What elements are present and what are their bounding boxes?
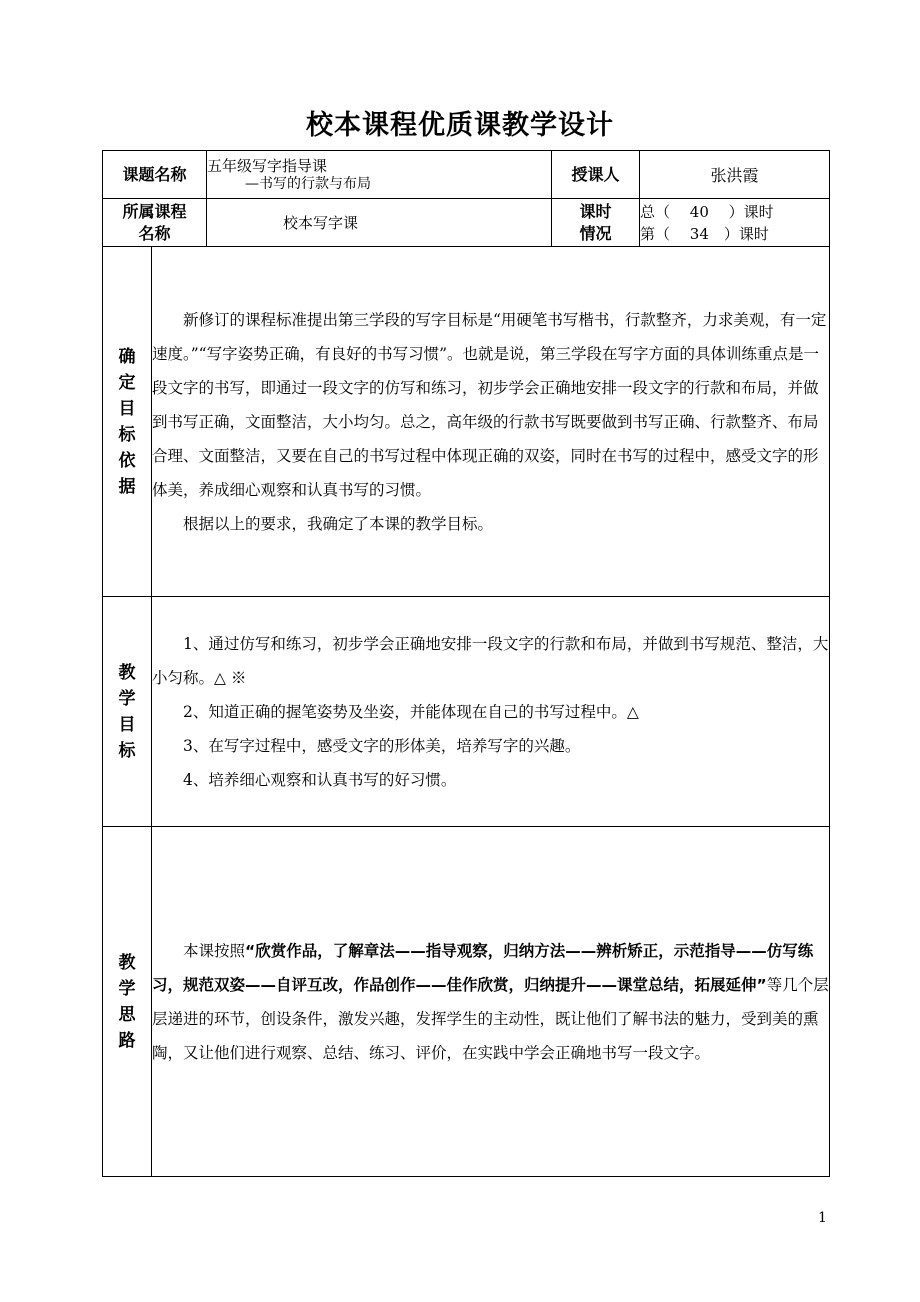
basis-label-char: 依	[118, 450, 136, 471]
goals-label-char: 教	[118, 662, 136, 683]
hours-total: 总（ 40 ）课时	[640, 202, 774, 221]
basis-label-char: 定	[118, 372, 136, 393]
document-title: 校本课程优质课教学设计	[306, 110, 614, 141]
goal-item-2: 2、知道正确的握笔姿势及坐姿，并能体现在自己的书写过程中。△	[183, 702, 639, 721]
goal-item-1: 1、通过仿写和练习，初步学会正确地安排一段文字的行款和布局，并做到书写规范、整洁，大小匀称。△ ※	[152, 634, 829, 687]
approach-paragraph	[152, 934, 829, 1070]
approach-label-char: 路	[118, 1030, 136, 1051]
hours-label-line2: 情况	[579, 223, 612, 243]
approach-row	[103, 827, 830, 1177]
course-name: 校本写字课	[207, 199, 552, 247]
basis-paragraph-2: 根据以上的要求，我确定了本课的教学目标。	[183, 514, 494, 533]
basis-label	[103, 247, 152, 597]
hours-value	[640, 199, 830, 247]
goals-label-char: 标	[118, 740, 136, 761]
basis-paragraph-1: 新修订的课程标准提出第三学段的写字目标是“用硬笔书写楷书，行款整齐，力求美观，有一定速度。”“写字姿势正确，有良好的书写习惯”。也就是说，第三学段在写字方面的具体训练重点是一段文字的书写，即通过一段文字的仿写和练习，初步学会正确地安排一段文字的行款和布局，并做到书写正确，文面整洁，大小均匀。总之，高年级的行款书写既要做到书写正确、行款整齐、布局合理、文面整洁，又要在自己的书写过程中体现正确的双姿，同时在书写的过程中，感受文字的形体美，养成细心观察和认真书写的习惯。	[152, 310, 827, 499]
approach-label	[103, 827, 152, 1177]
course-label-line2: 名称	[138, 223, 171, 243]
hours-label-line1: 课时	[579, 201, 612, 221]
topic-line1: 五年级写字指导课	[207, 156, 328, 175]
approach-label-char: 思	[118, 1004, 136, 1025]
topic-label: 课题名称	[103, 151, 207, 199]
course-label-line1: 所属课程	[122, 201, 187, 221]
topic-row	[103, 151, 830, 199]
approach-suffix: 等几个层层递进的环节，创设条件，激发兴趣，发挥学生的主动性，既让他们了解书法的魅力，受到美的熏陶，又让他们进行观察、总结、练习、评价，在实践中学会正确地书写一段文字。	[152, 975, 829, 1062]
topic-value	[207, 151, 552, 199]
goals-content	[152, 597, 830, 827]
course-row	[103, 199, 830, 247]
teacher-label: 授课人	[552, 151, 640, 199]
goals-label-char: 目	[118, 714, 136, 735]
basis-label-char: 据	[118, 476, 136, 497]
page-number: 1	[818, 1210, 827, 1226]
basis-label-char: 标	[118, 424, 136, 445]
hours-current: 第（ 34 ）课时	[640, 224, 769, 243]
teacher-name: 张洪霞	[640, 151, 830, 199]
goal-item-4: 4、培养细心观察和认真书写的好习惯。	[183, 770, 457, 789]
basis-label-char: 目	[118, 398, 136, 419]
goals-label-char: 学	[118, 688, 136, 709]
basis-label-char: 确	[118, 346, 136, 367]
basis-row	[103, 247, 830, 597]
course-label	[103, 199, 207, 247]
goals-label	[103, 597, 152, 827]
approach-label-char: 教	[118, 952, 136, 973]
hours-label	[552, 199, 640, 247]
lesson-design-table	[102, 150, 830, 1177]
topic-line2: —书写的行款与布局	[245, 175, 372, 192]
goals-row	[103, 597, 830, 827]
basis-content	[152, 247, 830, 597]
approach-content	[152, 827, 830, 1177]
goal-item-3: 3、在写字过程中，感受文字的形体美，培养写字的兴趣。	[183, 736, 581, 755]
approach-label-char: 学	[118, 978, 136, 999]
approach-steps: “欣赏作品，了解章法——指导观察，归纳方法——辨析矫正，示范指导——仿写练习，规范双姿——自评互改，作品创作——佳作欣赏，归纳提升——课堂总结，拓展延伸”	[152, 941, 814, 994]
approach-prefix: 本课按照	[183, 941, 246, 960]
